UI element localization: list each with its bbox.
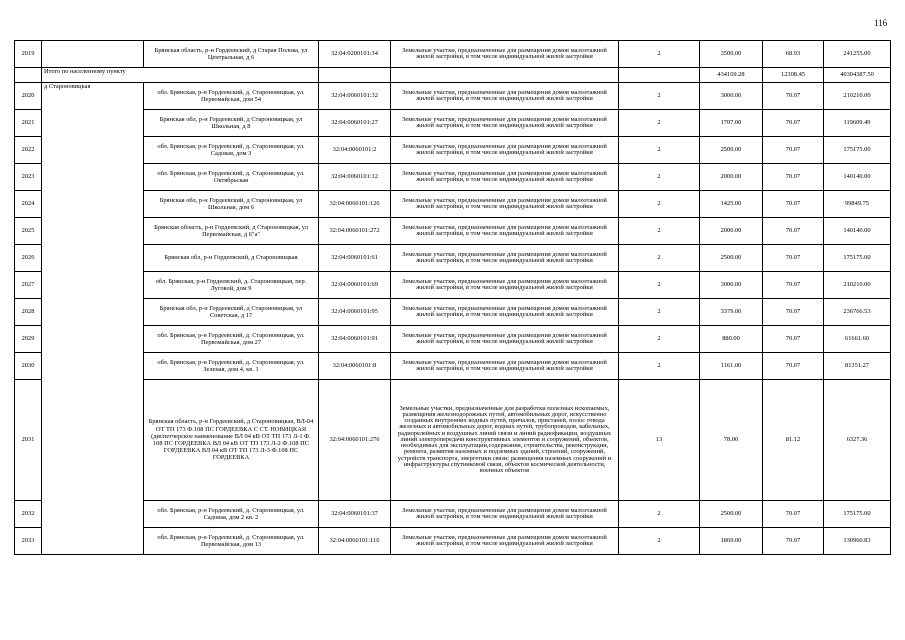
- row-number: 2026: [15, 245, 42, 272]
- row-number: 2021: [15, 110, 42, 137]
- rate-cell: 70.07: [763, 326, 824, 353]
- total-row: [15, 68, 891, 83]
- area-cell: 1707.00: [700, 110, 763, 137]
- cadastral-number-cell: 32:04:0060101:27: [319, 110, 391, 137]
- group-cell: 2: [619, 164, 700, 191]
- land-use-cell: Земельные участки, предназначенные для размещения домов малоэтажной жилой застройки, в том числе индивидуальной жилой застройки: [391, 528, 619, 555]
- row-number: 2022: [15, 137, 42, 164]
- total-area: 434169.28: [700, 68, 763, 83]
- cadastral-number-cell: 32:04:0060101:91: [319, 326, 391, 353]
- address-cell: Брянская обл, р-н Гордеевский, д Староновицкая: [144, 245, 319, 272]
- row-number: 2031: [15, 380, 42, 501]
- total-rate: 12308.45: [763, 68, 824, 83]
- total-value: 40304387.50: [824, 68, 891, 83]
- rate-cell: 70.07: [763, 137, 824, 164]
- land-use-cell: Земельные участки, предназначенные для размещения домов малоэтажной жилой застройки, в том числе индивидуальной жилой застройки: [391, 83, 619, 110]
- row-number: 2028: [15, 299, 42, 326]
- table-row: [15, 501, 891, 528]
- rate-cell: 70.07: [763, 218, 824, 245]
- table-row: [15, 380, 891, 501]
- row-number: 2027: [15, 272, 42, 299]
- group-cell: 2: [619, 218, 700, 245]
- table-row: [15, 41, 891, 68]
- table-row: [15, 218, 891, 245]
- cadastral-value-table: [14, 40, 891, 555]
- rate-cell: 70.07: [763, 83, 824, 110]
- area-cell: 1869.00: [700, 528, 763, 555]
- total-empty-cell: [619, 68, 700, 83]
- group-cell: 2: [619, 272, 700, 299]
- cadastral-number-cell: 32:04:0060101:2: [319, 137, 391, 164]
- rate-cell: 68.93: [763, 41, 824, 68]
- group-cell: 2: [619, 245, 700, 272]
- group-cell: 13: [619, 380, 700, 501]
- table-row: [15, 299, 891, 326]
- locality-cell: д Староновицкая: [42, 83, 144, 555]
- land-use-cell: Земельные участки, предназначенные для размещения домов малоэтажной жилой застройки, в том числе индивидуальной жилой застройки: [391, 299, 619, 326]
- land-use-cell: Земельные участки, предназначенные для размещения домов малоэтажной жилой застройки, в том числе индивидуальной жилой застройки: [391, 110, 619, 137]
- rate-cell: 70.07: [763, 299, 824, 326]
- address-cell: Брянская область, р-н Гордеевский, д Староновицкая, ВЛ-04 ОТ ТП 173 Ф.108 ПС ГОРДЕЕВКА С СТ. НОВИЦКАЯ (диспетчерское наименование ВЛ 04 кВ ОТ ТП 173 Л-1 Ф. 108 ПС ГОРДЕЕВКА ВЛ 04 кВ ОТ ТП 173 Л-2 Ф.108 ПС ГОРДЕЕВКА ВЛ 04 кВ ОТ ТП 173 Л-3 Ф.108 ПС ГОРДЕЕВКА: [144, 380, 319, 501]
- address-cell: обл. Брянская, р-н Гордеевский, д. Староновицкая, ул. Октябрьская: [144, 164, 319, 191]
- value-cell: 241255.00: [824, 41, 891, 68]
- total-empty-cell: [15, 68, 42, 83]
- cadastral-number-cell: 32:04:0060101:116: [319, 528, 391, 555]
- cadastral-number-cell: 32:04:0060101:12: [319, 164, 391, 191]
- address-cell: Брянская обл, р-н Гордеевский, д Староновицкая, ул Советская, д 17: [144, 299, 319, 326]
- land-use-cell: Земельные участки, предназначенные для разработки полезных ископаемых, размещения железнодорожных путей, автомобильных дорог, искусственно созданных внутренних водных путей, причалов, пристаней, полос отвода железных и автомобильных дорог, водных путей, трубопроводов, кабельных, радиорелейных и воздушных линий связи и линий радиофикации, воздушных линий электропередачи конструктивных элементов и сооружений, объектов, необходимых для эксплуатации,содержания, строительства, реконструкции, ремонта, развития наземных и подземных зданий, строений, сооружений, устройств транспорта, энергетики связи; размещения наземных сооружений и инфраструктуры спутниковой связи, объектов космической деятельности, военных объектов: [391, 380, 619, 501]
- area-cell: 1425.00: [700, 191, 763, 218]
- cadastral-number-cell: 32:04:0060101:272: [319, 218, 391, 245]
- cadastral-number-cell: 32:04:0060101:37: [319, 501, 391, 528]
- table-row: [15, 83, 891, 110]
- rate-cell: 70.07: [763, 110, 824, 137]
- table-row: [15, 110, 891, 137]
- land-use-cell: Земельные участки, предназначенные для размещения домов малоэтажной жилой застройки, в том числе индивидуальной жилой застройки: [391, 218, 619, 245]
- row-number: 2025: [15, 218, 42, 245]
- land-use-cell: Земельные участки, предназначенные для размещения домов малоэтажной жилой застройки, в том числе индивидуальной жилой застройки: [391, 245, 619, 272]
- value-cell: 140140.00: [824, 164, 891, 191]
- group-cell: 2: [619, 137, 700, 164]
- value-cell: 210210.00: [824, 272, 891, 299]
- cadastral-number-cell: 32:04:0060101:61: [319, 245, 391, 272]
- row-number: 2024: [15, 191, 42, 218]
- row-number: 2029: [15, 326, 42, 353]
- table-row: [15, 326, 891, 353]
- rate-cell: 70.07: [763, 528, 824, 555]
- address-cell: Брянская область, р-н Гордеевский, д Староновицкая, ул Первомайская, д 6"а": [144, 218, 319, 245]
- address-cell: обл. Брянская, р-н Гордеевский, д. Староновицкая, ул. Первомайская, дом 27: [144, 326, 319, 353]
- land-use-cell: Земельные участки, предназначенные для размещения домов малоэтажной жилой застройки, в том числе индивидуальной жилой застройки: [391, 164, 619, 191]
- rate-cell: 70.07: [763, 245, 824, 272]
- area-cell: 3000.00: [700, 83, 763, 110]
- address-cell: Брянская обл, р-н Гордеевский, д Староновицкая, ул Школьная, д 8: [144, 110, 319, 137]
- address-cell: Брянская область, р-н Гордеевский, д Старая Полова, ул Центральная, д 6: [144, 41, 319, 68]
- value-cell: 61661.60: [824, 326, 891, 353]
- area-cell: 2000.00: [700, 164, 763, 191]
- cadastral-number-cell: 32:04:0060101:8: [319, 353, 391, 380]
- address-cell: обл. Брянская, р-н Гордеевский, д. Староновицкая, ул. Садовая, дом 3: [144, 137, 319, 164]
- row-number: 2019: [15, 41, 42, 68]
- table-row: [15, 191, 891, 218]
- land-use-cell: Земельные участки, предназначенные для размещения домов малоэтажной жилой застройки, в том числе индивидуальной жилой застройки: [391, 41, 619, 68]
- value-cell: 140140.00: [824, 218, 891, 245]
- area-cell: 2000.00: [700, 218, 763, 245]
- row-number: 2023: [15, 164, 42, 191]
- total-empty-cell: [391, 68, 619, 83]
- table-row: [15, 528, 891, 555]
- address-cell: обл. Брянская, р-н Гордеевский, д. Староновицкая, пер. Луговой, дом 9: [144, 272, 319, 299]
- cadastral-number-cell: 32:04:0060101:276: [319, 380, 391, 501]
- address-cell: Брянская обл, р-н Гордеевский, д Староновицкая, ул Школьная, дом 6: [144, 191, 319, 218]
- address-cell: обл. Брянская, р-н Гордеевский, д. Староновицкая, ул. Зеленая, дом 4, кв. 1: [144, 353, 319, 380]
- rate-cell: 81.12: [763, 380, 824, 501]
- value-cell: 236766.53: [824, 299, 891, 326]
- page-number: 116: [874, 18, 888, 28]
- total-label: Итого по населенному пункту: [42, 68, 319, 83]
- table-row: [15, 137, 891, 164]
- row-number: 2032: [15, 501, 42, 528]
- cadastral-number-cell: 32:04:0200101:34: [319, 41, 391, 68]
- rate-cell: 70.07: [763, 272, 824, 299]
- total-empty-cell: [319, 68, 391, 83]
- group-cell: 2: [619, 83, 700, 110]
- value-cell: 6327.36: [824, 380, 891, 501]
- cadastral-number-cell: 32:04:0060101:95: [319, 299, 391, 326]
- land-use-cell: Земельные участки, предназначенные для размещения домов малоэтажной жилой застройки, в том числе индивидуальной жилой застройки: [391, 191, 619, 218]
- rate-cell: 70.07: [763, 164, 824, 191]
- area-cell: 3500.00: [700, 41, 763, 68]
- rate-cell: 70.07: [763, 191, 824, 218]
- group-cell: 2: [619, 110, 700, 137]
- value-cell: 175175.00: [824, 245, 891, 272]
- group-cell: 2: [619, 501, 700, 528]
- cadastral-number-cell: 32:04:0060101:69: [319, 272, 391, 299]
- land-use-cell: Земельные участки, предназначенные для размещения домов малоэтажной жилой застройки, в том числе индивидуальной жилой застройки: [391, 326, 619, 353]
- cadastral-number-cell: 32:04:0060101:32: [319, 83, 391, 110]
- value-cell: 99849.75: [824, 191, 891, 218]
- table-row: [15, 245, 891, 272]
- table-row: [15, 272, 891, 299]
- value-cell: 175175.00: [824, 501, 891, 528]
- group-cell: 2: [619, 191, 700, 218]
- value-cell: 119609.49: [824, 110, 891, 137]
- group-cell: 2: [619, 528, 700, 555]
- group-cell: 2: [619, 326, 700, 353]
- group-cell: 2: [619, 353, 700, 380]
- group-cell: 2: [619, 299, 700, 326]
- value-cell: 81351.27: [824, 353, 891, 380]
- value-cell: 210210.00: [824, 83, 891, 110]
- area-cell: 3379.00: [700, 299, 763, 326]
- area-cell: 3000.00: [700, 272, 763, 299]
- land-use-cell: Земельные участки, предназначенные для размещения домов малоэтажной жилой застройки, в том числе индивидуальной жилой застройки: [391, 137, 619, 164]
- row-number: 2020: [15, 83, 42, 110]
- address-cell: обл. Брянская, р-н Гордеевский, д. Староновицкая, ул. Садовая, дом 2 кв. 2: [144, 501, 319, 528]
- land-use-cell: Земельные участки, предназначенные для размещения домов малоэтажной жилой застройки, в том числе индивидуальной жилой застройки: [391, 272, 619, 299]
- area-cell: 78.00: [700, 380, 763, 501]
- table-row: [15, 353, 891, 380]
- rate-cell: 70.07: [763, 353, 824, 380]
- cadastral-number-cell: 32:04:0060101:126: [319, 191, 391, 218]
- address-cell: обл. Брянская, р-н Гордеевский, д. Староновицкая, ул. Первомайская, дом 54: [144, 83, 319, 110]
- locality-cell: [42, 41, 144, 68]
- group-cell: 2: [619, 41, 700, 68]
- row-number: 2030: [15, 353, 42, 380]
- value-cell: 130960.83: [824, 528, 891, 555]
- rate-cell: 70.07: [763, 501, 824, 528]
- value-cell: 175175.00: [824, 137, 891, 164]
- table-row: [15, 164, 891, 191]
- area-cell: 2500.00: [700, 501, 763, 528]
- land-use-cell: Земельные участки, предназначенные для размещения домов малоэтажной жилой застройки, в том числе индивидуальной жилой застройки: [391, 353, 619, 380]
- area-cell: 2500.00: [700, 137, 763, 164]
- address-cell: обл. Брянская, р-н Гордеевский, д. Староновицкая, ул. Первомайская, дом 13: [144, 528, 319, 555]
- area-cell: 880.00: [700, 326, 763, 353]
- land-use-cell: Земельные участки, предназначенные для размещения домов малоэтажной жилой застройки, в том числе индивидуальной жилой застройки: [391, 501, 619, 528]
- row-number: 2033: [15, 528, 42, 555]
- area-cell: 2500.00: [700, 245, 763, 272]
- area-cell: 1161.00: [700, 353, 763, 380]
